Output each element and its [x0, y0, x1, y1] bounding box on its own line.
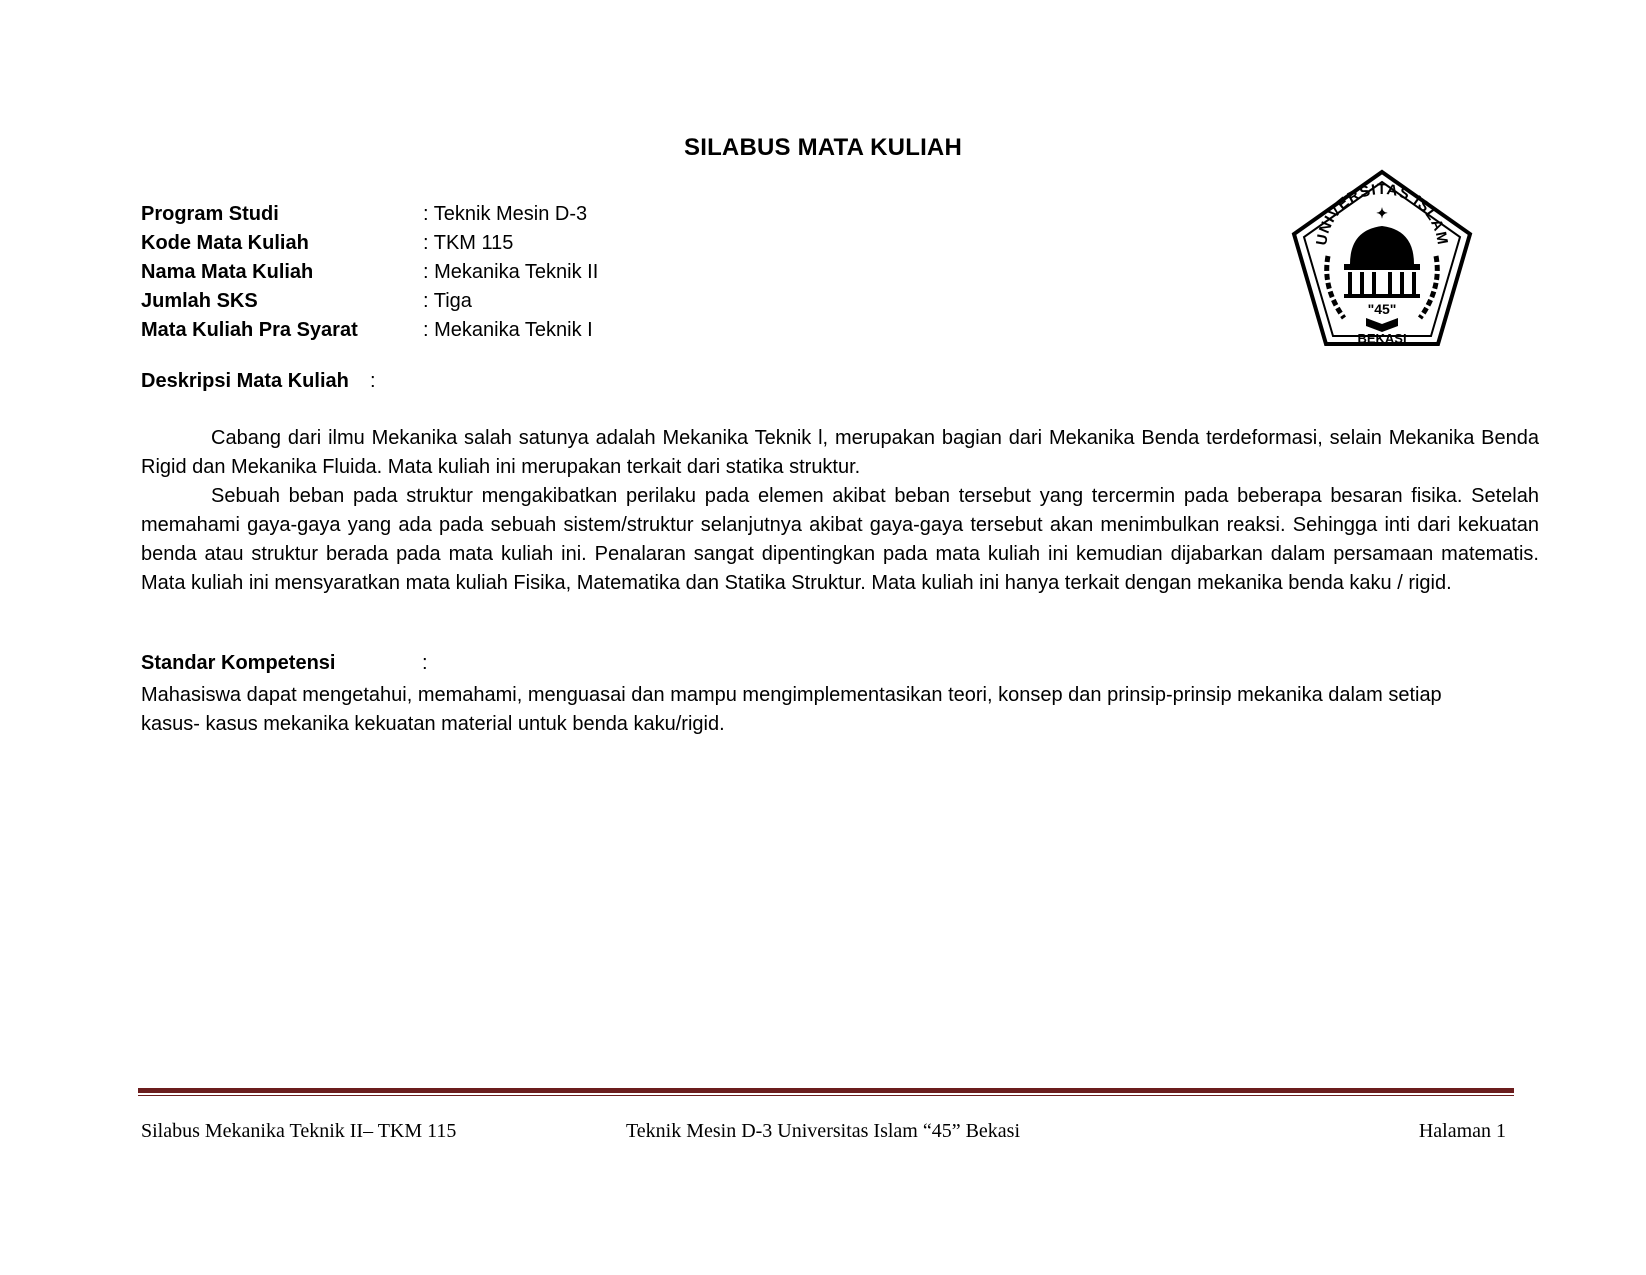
description-colon: :	[370, 370, 376, 392]
page-title: SILABUS MATA KULIAH	[684, 134, 962, 161]
info-row-nama-mata-kuliah	[141, 258, 598, 287]
info-label: Program Studi	[141, 203, 279, 225]
course-info-table	[141, 200, 598, 345]
description-paragraph: Cabang dari ilmu Mekanika salah satunya adalah Mekanika Teknik l, merupakan bagian dari Mekanika Benda terdeformasi, selain Mekanika Benda Rigid dan Mekanika Fluida. Mata kuliah ini merupakan terkait dari statika struktur.	[141, 427, 1539, 478]
footer-page-number: Halaman 1	[1418, 1120, 1506, 1142]
competency-heading-row	[141, 652, 441, 675]
info-row-jumlah-sks	[141, 287, 598, 316]
svg-text:✦: ✦	[1376, 205, 1388, 221]
competency-heading: Standar Kompetensi	[141, 652, 336, 674]
info-label: Mata Kuliah Pra Syarat	[141, 319, 358, 341]
description-body	[141, 424, 1539, 598]
footer-center-text: Teknik Mesin D-3 Universitas Islam “45” Bekasi	[625, 1120, 1021, 1142]
description-heading: Deskripsi Mata Kuliah	[141, 370, 349, 392]
info-value: : Teknik Mesin D-3	[423, 203, 588, 225]
info-label: Kode Mata Kuliah	[141, 232, 309, 254]
logo-top-text: UNIVERSITAS ISLAM	[1313, 180, 1452, 247]
footer-left: Silabus Mekanika Teknik II– TKM 115	[141, 1120, 457, 1142]
info-row-kode-mata-kuliah	[141, 229, 598, 258]
description-heading-row	[141, 370, 401, 393]
info-row-pra-syarat	[141, 316, 598, 345]
university-logo	[1288, 168, 1476, 348]
logo-center-text: "45"	[1367, 301, 1397, 317]
competency-text: Mahasiswa dapat mengetahui, memahami, menguasai dan mampu mengimplementasikan teori, konsep dan prinsip-prinsip mekanika dalam setiap kasus- kasus mekanika kekuatan material untuk benda kaku/rigid.	[141, 684, 1442, 735]
info-row-program-studi	[141, 200, 598, 229]
info-value: : Mekanika Teknik I	[423, 319, 593, 341]
info-value: : TKM 115	[423, 232, 514, 254]
info-label: Nama Mata Kuliah	[141, 261, 314, 283]
logo-bottom-text: BEKASI	[1357, 331, 1407, 346]
competency-colon: :	[422, 652, 428, 674]
description-paragraph: Sebuah beban pada struktur mengakibatkan perilaku pada elemen akibat beban tersebut yang tercermin pada beberapa besaran fisika. Setelah memahami gaya-gaya yang ada pada sebuah sistem/struktur selanjutnya akibat gaya-gaya tersebut akan menimbulkan reaksi. Sehingga inti dari kekuatan benda atau struktur berada pada mata kuliah ini. Penalaran sangat dipentingkan pada mata kuliah ini kemudian dijabarkan dalam persamaan matematis. Mata kuliah ini mensyaratkan mata kuliah Fisika, Matematika dan Statika Struktur. Mata kuliah ini hanya terkait dengan mekanika benda kaku / rigid.	[141, 485, 1539, 594]
footer-rule	[138, 1088, 1514, 1096]
info-value: : Mekanika Teknik II	[423, 261, 599, 283]
competency-body	[141, 681, 1481, 739]
footer-center	[0, 1120, 1646, 1143]
info-value: : Tiga	[423, 290, 472, 312]
info-label: Jumlah SKS	[141, 290, 258, 312]
